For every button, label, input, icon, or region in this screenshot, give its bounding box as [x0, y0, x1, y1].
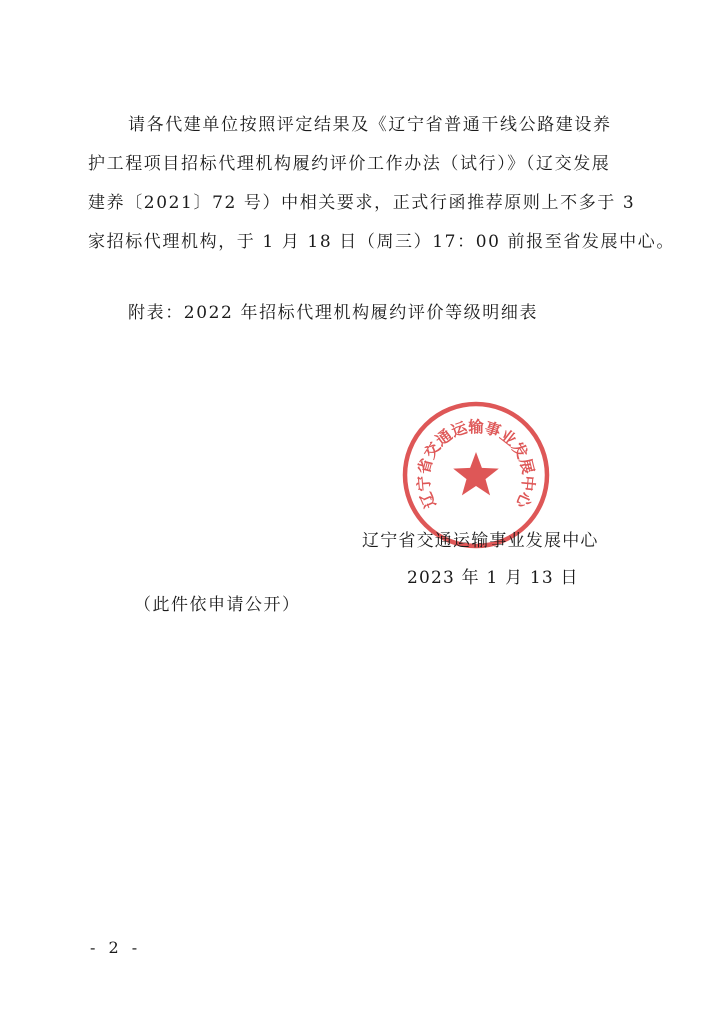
body-paragraph-line-4: 家招标代理机构，于 1 月 18 日（周三）17：00 前报至省发展中心。	[88, 232, 675, 252]
seal-text: 辽宁省交通运输事业发展中心	[414, 417, 538, 511]
attachment-line: 附表：2022 年招标代理机构履约评价等级明细表	[128, 303, 539, 323]
issuer-organization: 辽宁省交通运输事业发展中心	[362, 531, 599, 551]
seal-star-icon	[453, 452, 499, 495]
issue-date: 2023 年 1 月 13 日	[407, 568, 579, 588]
page-number: - 2 -	[90, 938, 142, 957]
body-paragraph-line-1: 请各代建单位按照评定结果及《辽宁省普通干线公路建设养	[128, 115, 612, 135]
body-paragraph-line-2: 护工程项目招标代理机构履约评价工作办法（试行）》（辽交发展	[88, 154, 611, 174]
disclosure-note: （此件依申请公开）	[134, 595, 301, 615]
body-paragraph-line-3: 建养〔2021〕72 号）中相关要求，正式行函推荐原则上不多于 3	[88, 193, 636, 213]
